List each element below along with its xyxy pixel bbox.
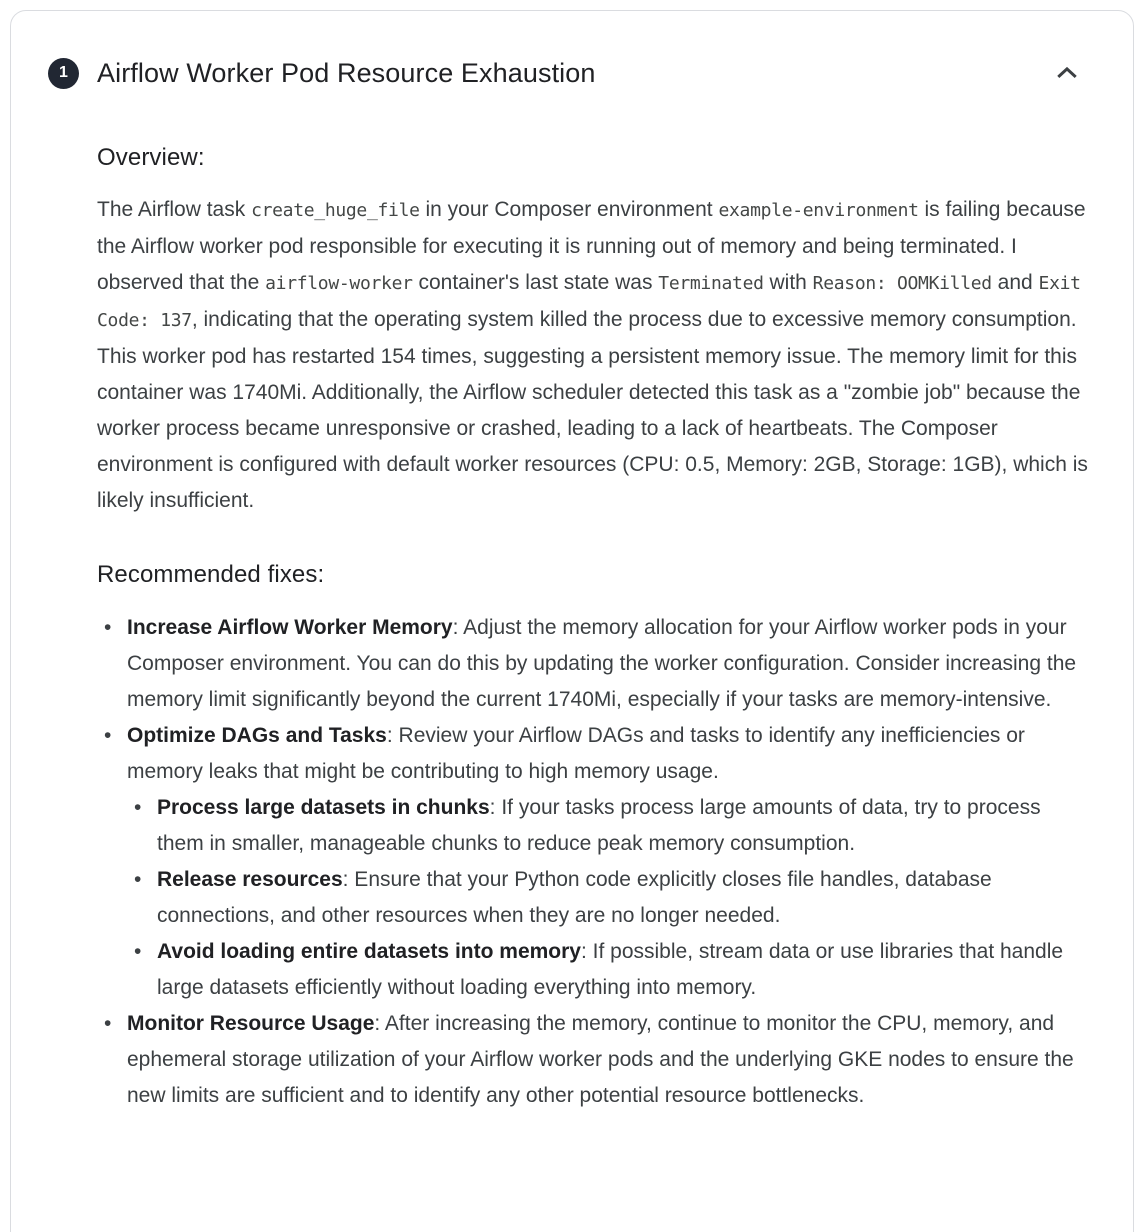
paragraph-text: in your Composer environment bbox=[419, 198, 719, 221]
issue-card-header[interactable] bbox=[11, 11, 1133, 93]
paragraph-text: , indicating that the operating system killed the process due to excessive memory consumption. This worker pod has restarted 154 times, suggesting a persistent memory issue. The memory limit for this container was 1740Mi. Additionally, the Airflow scheduler detected this task as a "zombie job" because the worker process became unresponsive or crashed, leading to a lack of heartbeats. The Composer environment is configured with default worker resources (CPU: 0.5, Memory: 2GB, Storage: 1GB), which is likely insufficient. bbox=[97, 308, 1088, 512]
fix-item-text: : Review your Airflow DAGs and tasks to identify any inefficiencies or memory leaks that might be contributing to high memory usage. bbox=[127, 724, 1025, 783]
fix-item bbox=[127, 862, 1093, 934]
fixes-list bbox=[97, 610, 1093, 1114]
fix-item-label: Monitor Resource Usage bbox=[127, 1012, 375, 1035]
fixes-heading: Recommended fixes: bbox=[97, 561, 325, 588]
paragraph-text: and bbox=[991, 271, 1039, 294]
inline-code: Exit Code: 137 bbox=[97, 273, 1081, 331]
overview-heading: Overview: bbox=[97, 144, 205, 171]
fix-item-text: : Adjust the memory allocation for your Airflow worker pods in your Composer environment. You can do this by updating the worker configuration. Consider increasing the memory limit significantly beyond the current 1740Mi, especially if your tasks are memory-intensive. bbox=[127, 616, 1077, 711]
fix-item-text: : If your tasks process large amounts of data, try to process them in smaller, manageable chunks to reduce peak memory consumption. bbox=[157, 796, 1041, 855]
issue-card bbox=[10, 10, 1134, 1232]
fix-item-label: Optimize DAGs and Tasks bbox=[127, 724, 387, 747]
fix-item-label: Avoid loading entire datasets into memory bbox=[157, 940, 581, 963]
fix-sublist bbox=[127, 790, 1093, 1006]
paragraph-text: container's last state was bbox=[412, 271, 659, 294]
fix-item bbox=[97, 1006, 1093, 1114]
inline-code: create_huge_file bbox=[251, 200, 420, 221]
chevron-up-icon bbox=[1053, 59, 1081, 87]
fix-item-text: : If possible, stream data or use libraries that handle large datasets efficiently without loading everything into memory. bbox=[157, 940, 1064, 999]
issue-number-badge: 1 bbox=[48, 58, 79, 89]
fix-item bbox=[97, 718, 1093, 1006]
fix-item-label: Process large datasets in chunks bbox=[157, 796, 490, 819]
fix-item-text: : After increasing the memory, continue to monitor the CPU, memory, and ephemeral storage utilization of your Airflow worker pods and the underlying GKE nodes to ensure the new limits are sufficient and to identify any other potential resource bottlenecks. bbox=[127, 1012, 1074, 1107]
fix-item bbox=[97, 610, 1093, 718]
paragraph-text: is failing because the Airflow worker pod responsible for executing it is running out of memory and being terminated. I observed that the bbox=[97, 198, 1086, 294]
inline-code: Reason: OOMKilled bbox=[812, 273, 992, 294]
paragraph-text: with bbox=[763, 271, 813, 294]
fix-item bbox=[127, 790, 1093, 862]
inline-code: Terminated bbox=[658, 273, 764, 294]
inline-code: airflow-worker bbox=[265, 273, 413, 294]
overview-paragraph bbox=[97, 192, 1093, 519]
collapse-button[interactable] bbox=[1047, 53, 1087, 93]
fix-item-label: Release resources bbox=[157, 868, 343, 891]
fix-item bbox=[127, 934, 1093, 1006]
issue-title: Airflow Worker Pod Resource Exhaustion bbox=[97, 57, 596, 88]
issue-card-body bbox=[11, 144, 1133, 1174]
fix-item-label: Increase Airflow Worker Memory bbox=[127, 616, 453, 639]
inline-code: example-environment bbox=[718, 200, 919, 221]
paragraph-text: The Airflow task bbox=[97, 198, 252, 221]
fix-item-text: : Ensure that your Python code explicitly closes file handles, database connections, and other resources when they are no longer needed. bbox=[157, 868, 992, 927]
